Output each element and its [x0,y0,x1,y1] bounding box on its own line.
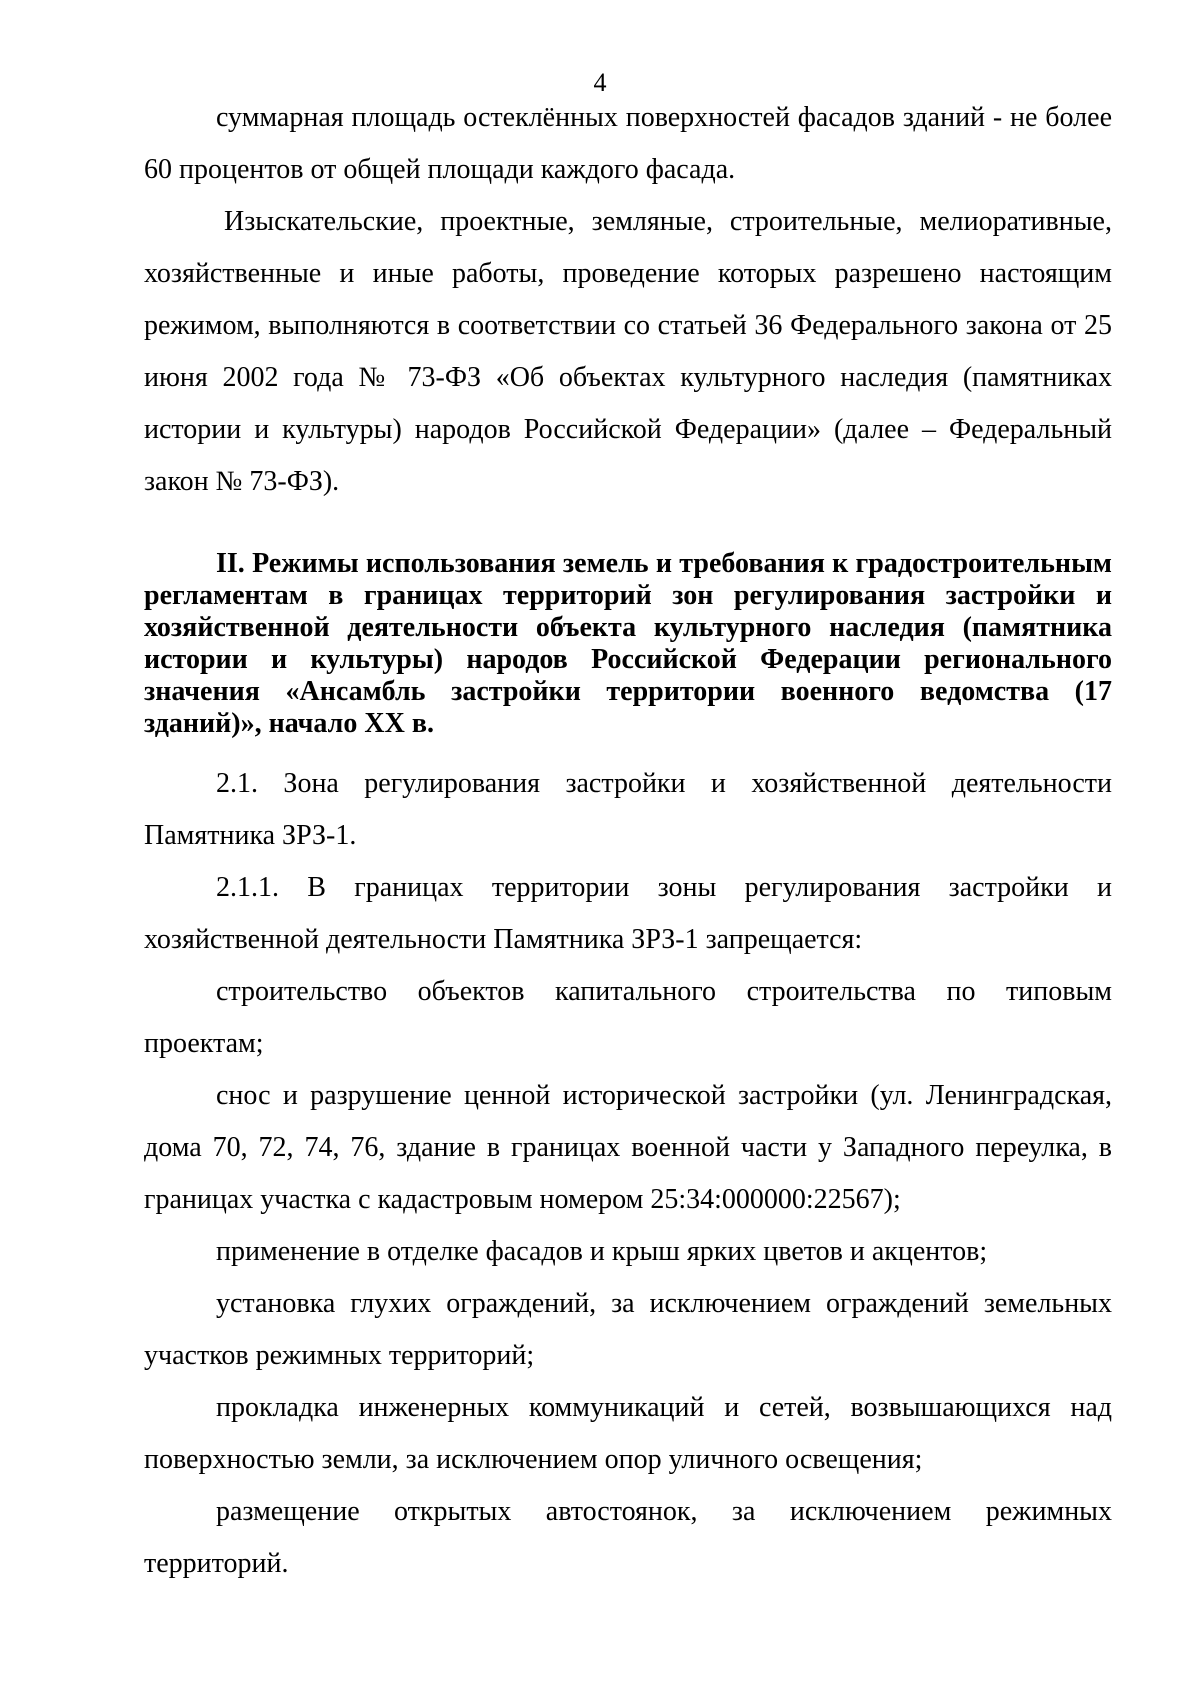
list-item-solid-fences: установка глухих ограждений, за исключением ограждений земельных участков режимных территорий; [144,1288,1112,1371]
paragraph-works-regulation: Изыскательские, проектные, земляные, строительные, мелиоративные, хозяйственные и иные работы, проведение которых разрешено настоящим режимом, выполняются в соответствии со статьей 36 Федерального закона от 25 июня 2002 года № 73-ФЗ «Об объектах культурного наследия (памятниках истории и культуры) народов Российской Федерации» (далее – Федеральный закон № 73-ФЗ). [144,206,1112,497]
paragraph-zone-2-1-1: 2.1.1. В границах территории зоны регулирования застройки и хозяйственной деятельности Памятника ЗРЗ-1 запрещается: [144,872,1112,955]
list-item-bright-colors: применение в отделке фасадов и крыш ярких цветов и акцентов; [216,1236,988,1267]
list-item-demolition: снос и разрушение ценной исторической застройки (ул. Ленинградская, дома 70, 72, 74, 76, здание в границах военной части у Западного переулка, в границах участка с кадастровым номером 25:34:000000:22567); [144,1080,1112,1215]
paragraph-zone-2-1: 2.1. Зона регулирования застройки и хозяйственной деятельности Памятника ЗРЗ-1. [144,768,1112,851]
list-item-typical-projects: строительство объектов капитального строительства по типовым проектам; [144,976,1112,1059]
list-item-utilities: прокладка инженерных коммуникаций и сетей, возвышающихся над поверхностью земли, за исключением опор уличного освещения; [144,1392,1112,1475]
paragraph-glazing-area: суммарная площадь остеклённых поверхностей фасадов зданий - не более 60 процентов от общей площади каждого фасада. [144,102,1112,185]
section-heading: II. Режимы использования земель и требования к градостроительным регламентам в границах территорий зон регулирования застройки и хозяйственной деятельности объекта культурного наследия (памятника истории и культуры) народов Российской Федерации регионального значения «Ансамбль застройки территории военного ведомства (17 зданий)», начало XX в. [144,548,1112,739]
list-item-parking: размещение открытых автостоянок, за исключением режимных территорий. [144,1496,1112,1579]
document-body [144,92,1112,1590]
page-number: 4 [593,68,607,97]
